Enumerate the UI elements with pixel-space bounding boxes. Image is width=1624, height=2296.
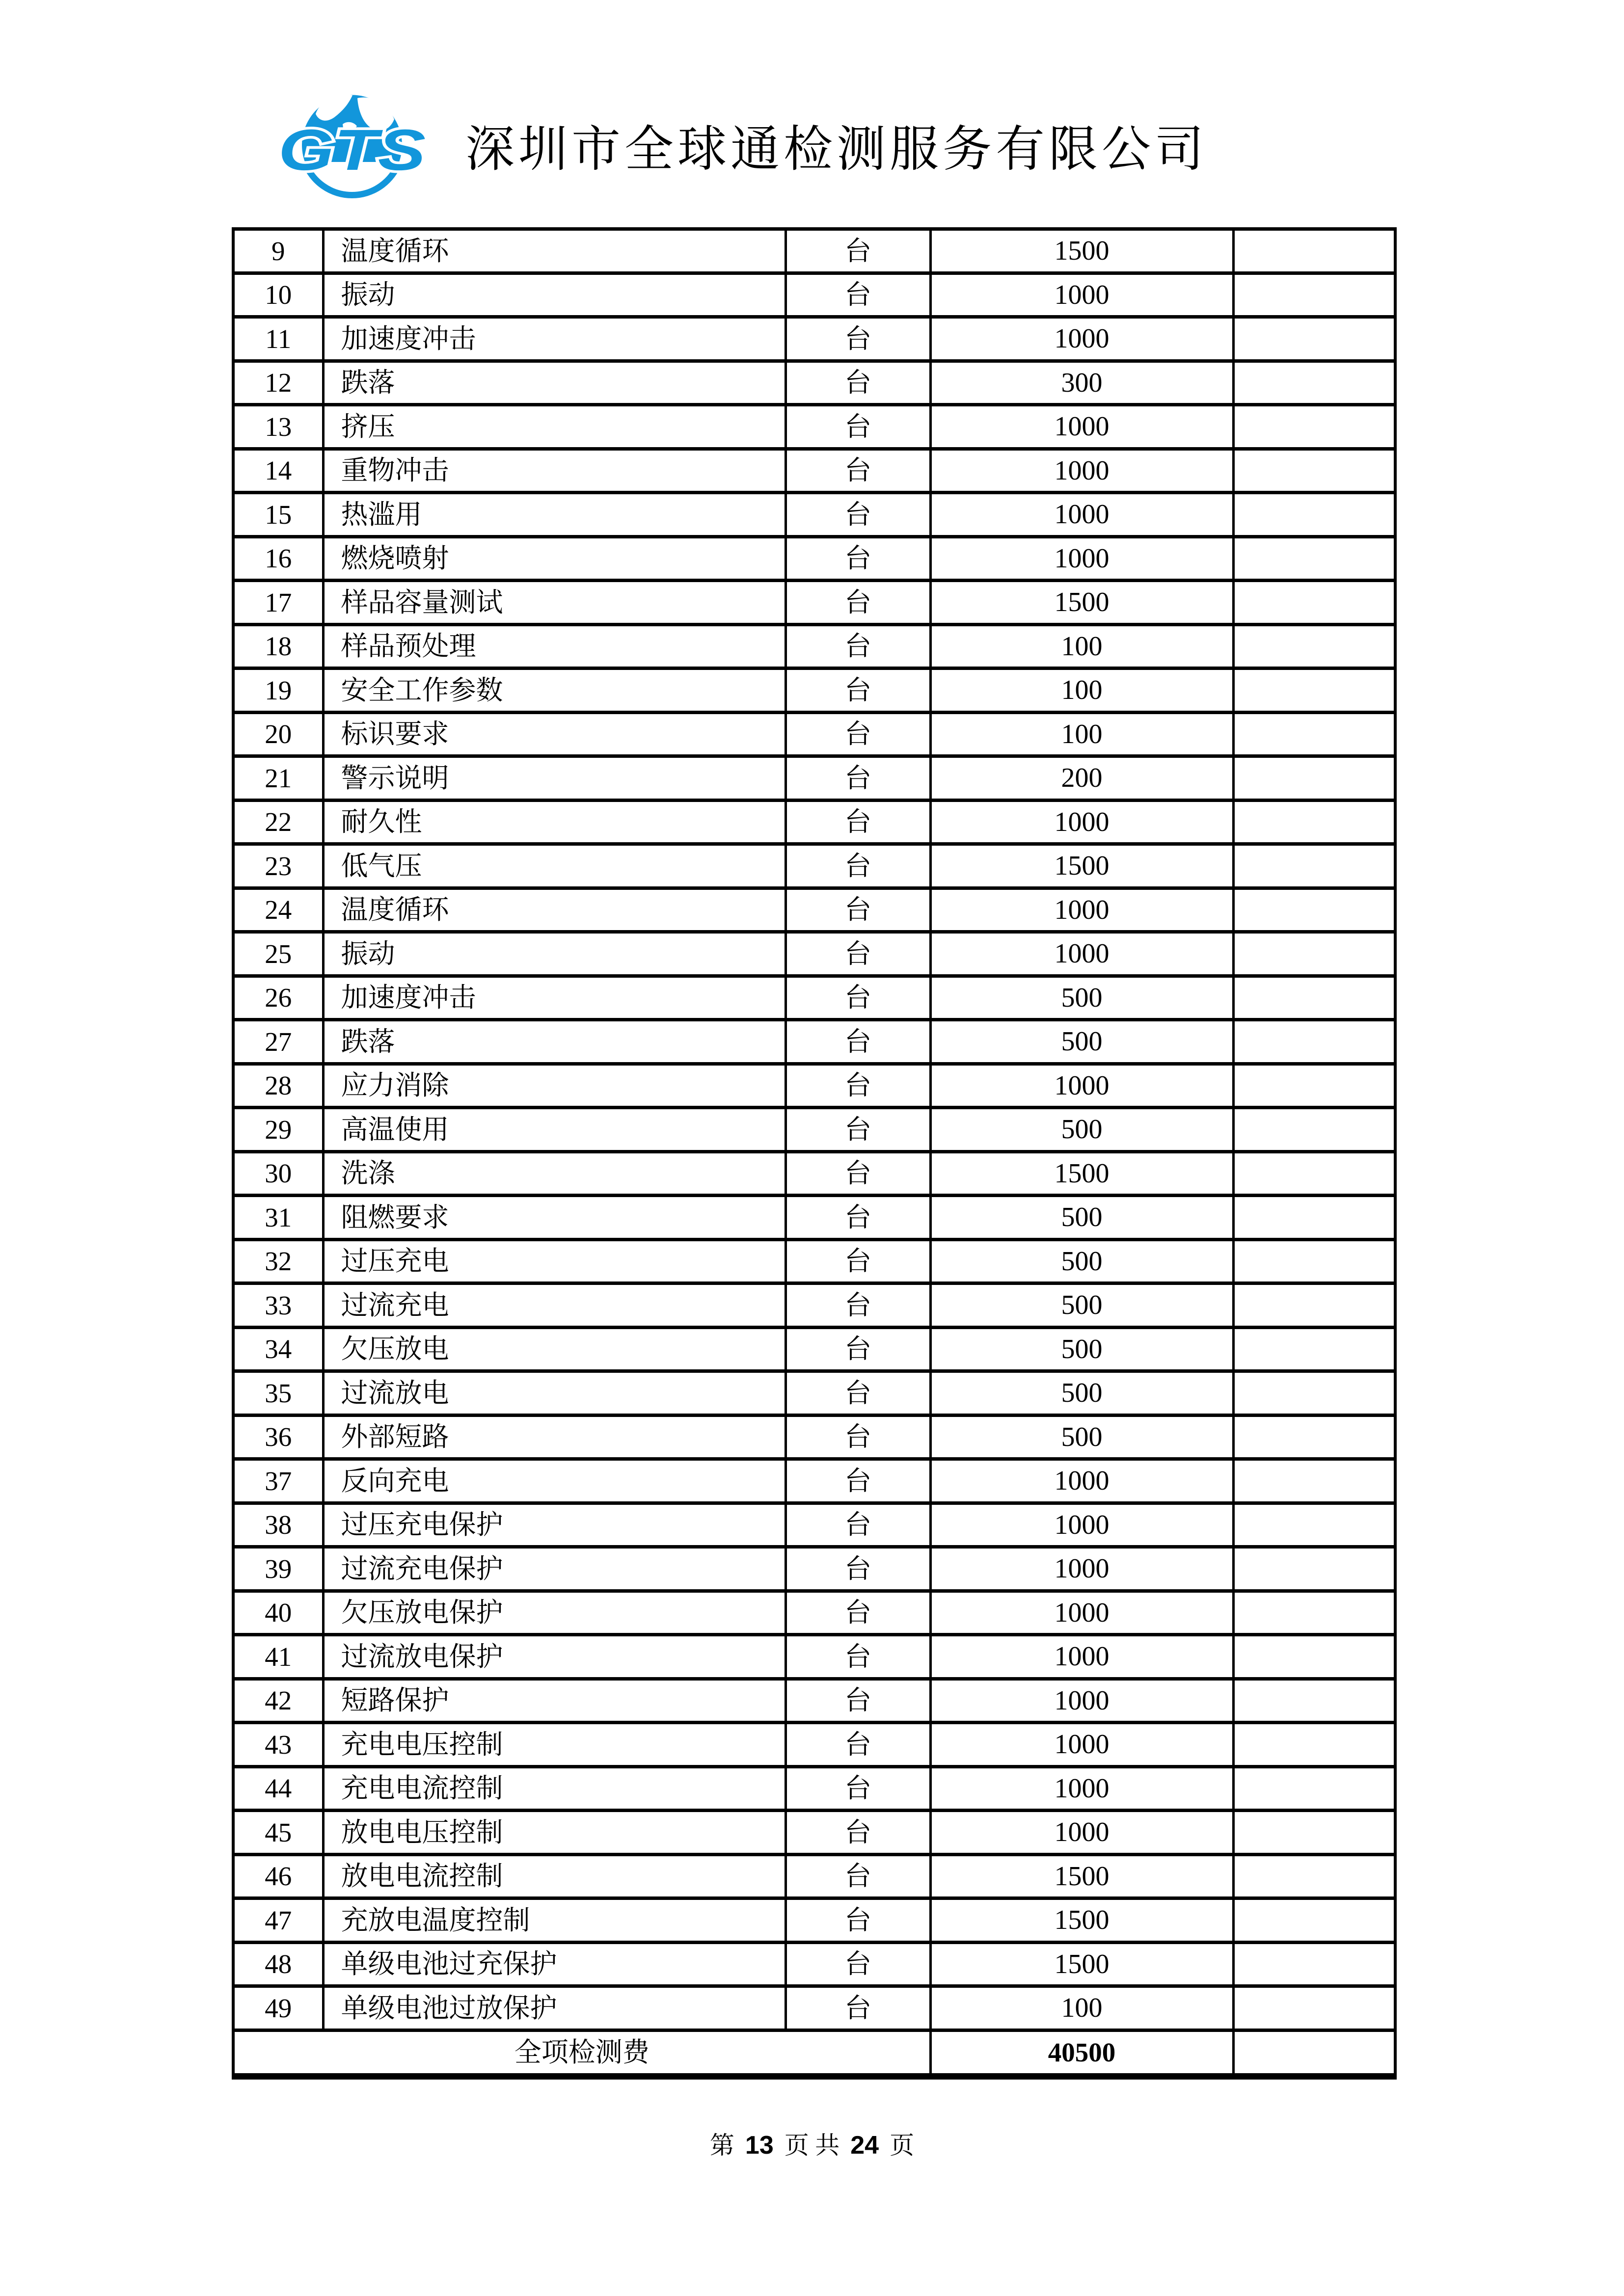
row-name-cell: 振动 xyxy=(323,932,785,976)
row-name-cell: 耐久性 xyxy=(323,800,785,844)
table-row xyxy=(233,273,1395,317)
row-unit-cell: 台 xyxy=(785,1415,930,1459)
row-price-cell: 1000 xyxy=(930,1064,1233,1108)
row-price-cell: 100 xyxy=(930,712,1233,756)
row-unit-cell: 台 xyxy=(785,800,930,844)
row-name-cell: 过流充电保护 xyxy=(323,1547,785,1591)
row-number-cell: 49 xyxy=(233,1986,323,2030)
table-row xyxy=(233,581,1395,625)
row-number-cell: 19 xyxy=(233,668,323,713)
row-unit-cell: 台 xyxy=(785,1108,930,1152)
row-price-cell: 1000 xyxy=(930,1459,1233,1503)
row-price-cell: 1000 xyxy=(930,888,1233,932)
row-unit-cell: 台 xyxy=(785,1020,930,1064)
row-price-cell: 500 xyxy=(930,1239,1233,1283)
row-price-cell: 1500 xyxy=(930,1854,1233,1898)
row-number-cell: 31 xyxy=(233,1196,323,1240)
table-row xyxy=(233,976,1395,1020)
row-name-cell: 温度循环 xyxy=(323,888,785,932)
table-row xyxy=(233,844,1395,888)
row-number-cell: 16 xyxy=(233,536,323,581)
row-name-cell: 欠压放电保护 xyxy=(323,1591,785,1635)
row-empty-cell xyxy=(1233,1239,1395,1283)
table-row xyxy=(233,1503,1395,1547)
row-empty-cell xyxy=(1233,581,1395,625)
row-empty-cell xyxy=(1233,844,1395,888)
row-number-cell: 41 xyxy=(233,1635,323,1679)
row-number-cell: 12 xyxy=(233,361,323,405)
footer-current-page: 13 xyxy=(745,2131,774,2160)
row-unit-cell: 台 xyxy=(785,712,930,756)
row-number-cell: 32 xyxy=(233,1239,323,1283)
row-unit-cell: 台 xyxy=(785,1679,930,1723)
row-name-cell: 反向充电 xyxy=(323,1459,785,1503)
row-name-cell: 跌落 xyxy=(323,1020,785,1064)
table-row xyxy=(233,1811,1395,1855)
row-price-cell: 1000 xyxy=(930,932,1233,976)
row-number-cell: 18 xyxy=(233,624,323,668)
company-name: 深圳市全球通检测服务有限公司 xyxy=(465,122,1208,177)
row-empty-cell xyxy=(1233,1020,1395,1064)
table-row xyxy=(233,1679,1395,1723)
row-unit-cell: 台 xyxy=(785,581,930,625)
row-number-cell: 10 xyxy=(233,273,323,317)
row-price-cell: 1000 xyxy=(930,1547,1233,1591)
row-unit-cell: 台 xyxy=(785,976,930,1020)
price-table xyxy=(232,227,1397,2080)
table-row xyxy=(233,800,1395,844)
row-unit-cell: 台 xyxy=(785,1196,930,1240)
row-number-cell: 24 xyxy=(233,888,323,932)
row-empty-cell xyxy=(1233,229,1395,273)
total-value: 40500 xyxy=(930,2030,1233,2076)
row-unit-cell: 台 xyxy=(785,1854,930,1898)
row-number-cell: 11 xyxy=(233,317,323,361)
footer-prefix: 第 xyxy=(709,2132,734,2159)
row-unit-cell: 台 xyxy=(785,229,930,273)
row-unit-cell: 台 xyxy=(785,756,930,801)
row-number-cell: 46 xyxy=(233,1854,323,1898)
row-empty-cell xyxy=(1233,624,1395,668)
row-empty-cell xyxy=(1233,1591,1395,1635)
row-empty-cell xyxy=(1233,1679,1395,1723)
row-price-cell: 1500 xyxy=(930,844,1233,888)
row-unit-cell: 台 xyxy=(785,317,930,361)
row-name-cell: 欠压放电 xyxy=(323,1327,785,1371)
row-number-cell: 15 xyxy=(233,493,323,537)
row-unit-cell: 台 xyxy=(785,536,930,581)
row-number-cell: 42 xyxy=(233,1679,323,1723)
page-footer xyxy=(0,2130,1624,2161)
row-empty-cell xyxy=(1233,361,1395,405)
row-unit-cell: 台 xyxy=(785,449,930,493)
row-empty-cell xyxy=(1233,756,1395,801)
table-row xyxy=(233,888,1395,932)
row-price-cell: 500 xyxy=(930,1415,1233,1459)
row-number-cell: 37 xyxy=(233,1459,323,1503)
footer-suffix: 页 xyxy=(890,2132,915,2159)
row-unit-cell: 台 xyxy=(785,1283,930,1328)
logo-gts-text: GTS xyxy=(278,118,426,183)
row-unit-cell: 台 xyxy=(785,1766,930,1811)
row-name-cell: 样品容量测试 xyxy=(323,581,785,625)
row-name-cell: 过流放电保护 xyxy=(323,1635,785,1679)
row-name-cell: 放电电流控制 xyxy=(323,1854,785,1898)
row-number-cell: 33 xyxy=(233,1283,323,1328)
row-empty-cell xyxy=(1233,888,1395,932)
table-row xyxy=(233,405,1395,449)
row-price-cell: 100 xyxy=(930,624,1233,668)
row-price-cell: 1500 xyxy=(930,1942,1233,1986)
table-row xyxy=(233,1766,1395,1811)
table-row xyxy=(233,1591,1395,1635)
row-unit-cell: 台 xyxy=(785,888,930,932)
row-empty-cell xyxy=(1233,1854,1395,1898)
row-empty-cell xyxy=(1233,1283,1395,1328)
row-empty-cell xyxy=(1233,1415,1395,1459)
row-name-cell: 温度循环 xyxy=(323,229,785,273)
table-row xyxy=(233,1898,1395,1943)
row-name-cell: 洗涤 xyxy=(323,1151,785,1196)
row-price-cell: 1500 xyxy=(930,581,1233,625)
table-row xyxy=(233,229,1395,273)
total-row xyxy=(233,2030,1395,2076)
table-row xyxy=(233,1986,1395,2030)
row-name-cell: 外部短路 xyxy=(323,1415,785,1459)
row-name-cell: 短路保护 xyxy=(323,1679,785,1723)
row-number-cell: 13 xyxy=(233,405,323,449)
row-unit-cell: 台 xyxy=(785,1503,930,1547)
row-name-cell: 放电电压控制 xyxy=(323,1811,785,1855)
row-price-cell: 1000 xyxy=(930,536,1233,581)
row-name-cell: 低气压 xyxy=(323,844,785,888)
row-name-cell: 加速度冲击 xyxy=(323,317,785,361)
row-empty-cell xyxy=(1233,1723,1395,1767)
table-row xyxy=(233,756,1395,801)
row-price-cell: 1000 xyxy=(930,1591,1233,1635)
row-price-cell: 1000 xyxy=(930,1635,1233,1679)
row-empty-cell xyxy=(1233,976,1395,1020)
row-name-cell: 单级电池过充保护 xyxy=(323,1942,785,1986)
row-unit-cell: 台 xyxy=(785,1151,930,1196)
row-price-cell: 500 xyxy=(930,1283,1233,1328)
row-price-cell: 300 xyxy=(930,361,1233,405)
row-name-cell: 充电电流控制 xyxy=(323,1766,785,1811)
row-unit-cell: 台 xyxy=(785,1239,930,1283)
row-number-cell: 25 xyxy=(233,932,323,976)
row-name-cell: 热滥用 xyxy=(323,493,785,537)
table-row xyxy=(233,1942,1395,1986)
table-row xyxy=(233,624,1395,668)
row-unit-cell: 台 xyxy=(785,1811,930,1855)
row-price-cell: 500 xyxy=(930,1196,1233,1240)
total-empty-cell xyxy=(1233,2030,1395,2076)
row-unit-cell: 台 xyxy=(785,844,930,888)
row-unit-cell: 台 xyxy=(785,1591,930,1635)
row-empty-cell xyxy=(1233,1503,1395,1547)
row-number-cell: 48 xyxy=(233,1942,323,1986)
row-price-cell: 1000 xyxy=(930,405,1233,449)
row-empty-cell xyxy=(1233,493,1395,537)
table-row xyxy=(233,712,1395,756)
row-number-cell: 9 xyxy=(233,229,323,273)
footer-middle: 页 共 xyxy=(784,2132,840,2159)
row-empty-cell xyxy=(1233,536,1395,581)
row-empty-cell xyxy=(1233,712,1395,756)
row-unit-cell: 台 xyxy=(785,405,930,449)
table-row xyxy=(233,1415,1395,1459)
row-name-cell: 振动 xyxy=(323,273,785,317)
table-row xyxy=(233,317,1395,361)
row-empty-cell xyxy=(1233,1151,1395,1196)
row-price-cell: 500 xyxy=(930,1327,1233,1371)
row-number-cell: 26 xyxy=(233,976,323,1020)
row-empty-cell xyxy=(1233,1986,1395,2030)
row-unit-cell: 台 xyxy=(785,1723,930,1767)
row-empty-cell xyxy=(1233,1196,1395,1240)
row-price-cell: 1000 xyxy=(930,493,1233,537)
row-empty-cell xyxy=(1233,1327,1395,1371)
table-row xyxy=(233,1459,1395,1503)
row-unit-cell: 台 xyxy=(785,1898,930,1943)
row-unit-cell: 台 xyxy=(785,273,930,317)
table-row xyxy=(233,1723,1395,1767)
row-empty-cell xyxy=(1233,449,1395,493)
row-number-cell: 22 xyxy=(233,800,323,844)
row-unit-cell: 台 xyxy=(785,624,930,668)
row-name-cell: 应力消除 xyxy=(323,1064,785,1108)
row-name-cell: 燃烧喷射 xyxy=(323,536,785,581)
row-empty-cell xyxy=(1233,273,1395,317)
footer-total-pages: 24 xyxy=(850,2131,879,2160)
row-unit-cell: 台 xyxy=(785,361,930,405)
row-price-cell: 1000 xyxy=(930,1766,1233,1811)
table-row xyxy=(233,1327,1395,1371)
row-empty-cell xyxy=(1233,800,1395,844)
table-row xyxy=(233,1371,1395,1415)
table-row xyxy=(233,1108,1395,1152)
row-number-cell: 14 xyxy=(233,449,323,493)
row-empty-cell xyxy=(1233,1371,1395,1415)
row-empty-cell xyxy=(1233,1547,1395,1591)
table-row xyxy=(233,1196,1395,1240)
row-name-cell: 重物冲击 xyxy=(323,449,785,493)
row-empty-cell xyxy=(1233,668,1395,713)
row-number-cell: 28 xyxy=(233,1064,323,1108)
row-name-cell: 过流充电 xyxy=(323,1283,785,1328)
row-number-cell: 34 xyxy=(233,1327,323,1371)
row-number-cell: 27 xyxy=(233,1020,323,1064)
row-number-cell: 45 xyxy=(233,1811,323,1855)
row-unit-cell: 台 xyxy=(785,1635,930,1679)
row-price-cell: 500 xyxy=(930,1020,1233,1064)
row-name-cell: 高温使用 xyxy=(323,1108,785,1152)
row-unit-cell: 台 xyxy=(785,1547,930,1591)
row-number-cell: 23 xyxy=(233,844,323,888)
table-row xyxy=(233,668,1395,713)
table-row xyxy=(233,493,1395,537)
table-row xyxy=(233,1239,1395,1283)
row-name-cell: 过压充电 xyxy=(323,1239,785,1283)
total-label: 全项检测费 xyxy=(233,2030,930,2076)
row-price-cell: 1000 xyxy=(930,273,1233,317)
table-row xyxy=(233,1635,1395,1679)
company-logo xyxy=(270,79,432,221)
row-price-cell: 200 xyxy=(930,756,1233,801)
row-number-cell: 47 xyxy=(233,1898,323,1943)
row-unit-cell: 台 xyxy=(785,1986,930,2030)
row-number-cell: 20 xyxy=(233,712,323,756)
row-empty-cell xyxy=(1233,1766,1395,1811)
row-name-cell: 单级电池过放保护 xyxy=(323,1986,785,2030)
row-empty-cell xyxy=(1233,1942,1395,1986)
row-name-cell: 过流放电 xyxy=(323,1371,785,1415)
row-price-cell: 1000 xyxy=(930,1679,1233,1723)
table-row xyxy=(233,536,1395,581)
row-number-cell: 44 xyxy=(233,1766,323,1811)
row-empty-cell xyxy=(1233,405,1395,449)
row-name-cell: 挤压 xyxy=(323,405,785,449)
row-empty-cell xyxy=(1233,932,1395,976)
row-name-cell: 充放电温度控制 xyxy=(323,1898,785,1943)
row-price-cell: 1000 xyxy=(930,317,1233,361)
table-row xyxy=(233,1854,1395,1898)
row-price-cell: 100 xyxy=(930,1986,1233,2030)
row-number-cell: 38 xyxy=(233,1503,323,1547)
row-price-cell: 500 xyxy=(930,1371,1233,1415)
row-number-cell: 36 xyxy=(233,1415,323,1459)
table-row xyxy=(233,1547,1395,1591)
row-number-cell: 30 xyxy=(233,1151,323,1196)
row-price-cell: 1500 xyxy=(930,1151,1233,1196)
row-name-cell: 加速度冲击 xyxy=(323,976,785,1020)
row-name-cell: 样品预处理 xyxy=(323,624,785,668)
row-price-cell: 1000 xyxy=(930,800,1233,844)
table-row xyxy=(233,932,1395,976)
row-price-cell: 500 xyxy=(930,976,1233,1020)
row-price-cell: 1000 xyxy=(930,1723,1233,1767)
row-unit-cell: 台 xyxy=(785,932,930,976)
row-empty-cell xyxy=(1233,1064,1395,1108)
row-name-cell: 安全工作参数 xyxy=(323,668,785,713)
row-unit-cell: 台 xyxy=(785,493,930,537)
row-number-cell: 39 xyxy=(233,1547,323,1591)
row-unit-cell: 台 xyxy=(785,1459,930,1503)
row-unit-cell: 台 xyxy=(785,668,930,713)
table-row xyxy=(233,449,1395,493)
row-empty-cell xyxy=(1233,1811,1395,1855)
row-price-cell: 1500 xyxy=(930,229,1233,273)
row-empty-cell xyxy=(1233,1898,1395,1943)
row-price-cell: 500 xyxy=(930,1108,1233,1152)
row-name-cell: 警示说明 xyxy=(323,756,785,801)
row-name-cell: 标识要求 xyxy=(323,712,785,756)
row-unit-cell: 台 xyxy=(785,1942,930,1986)
table-row xyxy=(233,1064,1395,1108)
row-price-cell: 1000 xyxy=(930,1811,1233,1855)
table-row xyxy=(233,361,1395,405)
row-empty-cell xyxy=(1233,1108,1395,1152)
row-empty-cell xyxy=(1233,1635,1395,1679)
row-name-cell: 阻燃要求 xyxy=(323,1196,785,1240)
table-row xyxy=(233,1283,1395,1328)
row-name-cell: 跌落 xyxy=(323,361,785,405)
row-number-cell: 43 xyxy=(233,1723,323,1767)
row-number-cell: 29 xyxy=(233,1108,323,1152)
row-empty-cell xyxy=(1233,1459,1395,1503)
row-number-cell: 17 xyxy=(233,581,323,625)
row-name-cell: 充电电压控制 xyxy=(323,1723,785,1767)
row-number-cell: 21 xyxy=(233,756,323,801)
row-price-cell: 1000 xyxy=(930,449,1233,493)
row-number-cell: 35 xyxy=(233,1371,323,1415)
row-unit-cell: 台 xyxy=(785,1064,930,1108)
row-number-cell: 40 xyxy=(233,1591,323,1635)
row-unit-cell: 台 xyxy=(785,1327,930,1371)
row-price-cell: 1000 xyxy=(930,1503,1233,1547)
row-price-cell: 100 xyxy=(930,668,1233,713)
table-row xyxy=(233,1020,1395,1064)
row-unit-cell: 台 xyxy=(785,1371,930,1415)
row-price-cell: 1500 xyxy=(930,1898,1233,1943)
table-row xyxy=(233,1151,1395,1196)
row-name-cell: 过压充电保护 xyxy=(323,1503,785,1547)
row-empty-cell xyxy=(1233,317,1395,361)
